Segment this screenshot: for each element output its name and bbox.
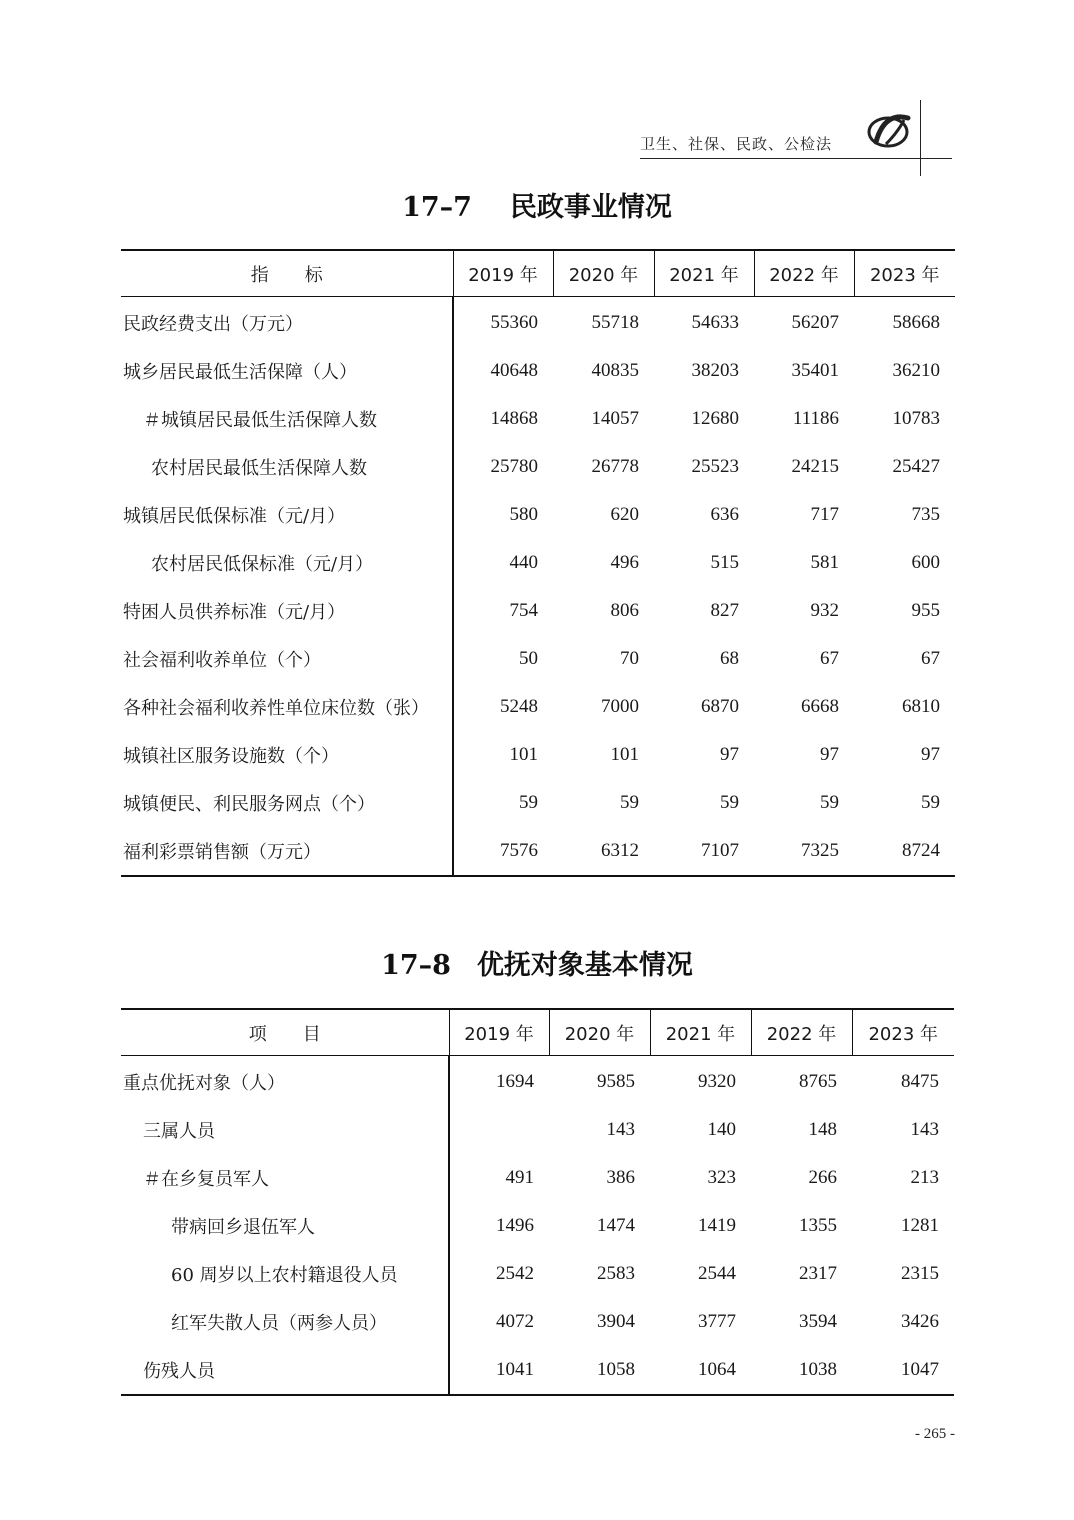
row-label: ＃城镇居民最低生活保障人数 [121,395,453,443]
value-cell: 58668 [892,312,940,333]
running-header-title: 卫生、社保、民政、公检法 [640,135,833,153]
value-cell: 40648 [490,360,538,381]
value-cell: 932 [810,600,839,621]
publisher-logo-icon [864,106,916,154]
table-row [121,1056,954,1107]
value-cell: 496 [610,552,639,573]
value-cell: 36210 [892,360,940,381]
value-cell: 6668 [801,696,839,717]
section-title-text: 优抚对象基本情况 [476,950,693,981]
value-cell: 10783 [892,408,940,429]
value-cell: 54633 [691,312,739,333]
value-cell: 7000 [601,696,639,717]
value-cell: 636 [710,504,739,525]
value-cell: 59 [620,792,639,813]
value-cell: 12680 [691,408,739,429]
value-cell: 1058 [597,1359,635,1380]
value-cell: 14057 [591,408,639,429]
row-label: 福利彩票销售额（万元） [121,827,453,876]
value-cell: 70 [620,648,639,669]
row-label: 伤残人员 [121,1346,449,1395]
table-row [121,1106,954,1154]
row-label: 城镇居民低保标准（元/月） [121,491,453,539]
value-cell: 6312 [601,840,639,861]
column-header: 2019 年 [453,250,553,297]
table-row [121,827,955,876]
section-title-17-7 [0,185,1074,224]
value-cell: 59 [519,792,538,813]
value-cell: 600 [911,552,940,573]
value-cell: 140 [707,1119,736,1140]
value-cell: 97 [720,744,739,765]
table-row [121,635,955,683]
value-cell: 1064 [698,1359,736,1380]
column-header: 2020 年 [549,1009,650,1056]
value-cell: 3904 [597,1311,635,1332]
value-cell: 717 [810,504,839,525]
table-row [121,587,955,635]
table-row [121,443,955,491]
value-cell: 1419 [698,1215,736,1236]
column-header: 2019 年 [449,1009,549,1056]
value-cell: 97 [820,744,839,765]
value-cell: 8724 [902,840,940,861]
value-cell: 1496 [496,1215,534,1236]
value-cell: 25523 [691,456,739,477]
value-cell: 14868 [490,408,538,429]
row-label: 农村居民低保标准（元/月） [121,539,453,587]
value-cell: 2315 [901,1263,939,1284]
value-cell: 754 [509,600,538,621]
value-cell: 6810 [902,696,940,717]
value-cell: 38203 [691,360,739,381]
value-cell: 9585 [597,1071,635,1092]
value-cell: 3777 [698,1311,736,1332]
value-cell: 55718 [591,312,639,333]
row-label: 60 周岁以上农村籍退役人员 [121,1250,449,1298]
value-cell: 323 [707,1167,736,1188]
table-row [121,779,955,827]
section-title-text: 民政事业情况 [509,192,672,223]
table-row [121,1298,954,1346]
column-header: 2022 年 [751,1009,852,1056]
value-cell: 3594 [799,1311,837,1332]
value-cell: 7325 [801,840,839,861]
value-cell: 25780 [490,456,538,477]
value-cell: 1281 [901,1215,939,1236]
value-cell: 35401 [791,360,839,381]
column-header: 2023 年 [854,250,955,297]
column-header: 指 标 [121,250,453,297]
value-cell: 5248 [500,696,538,717]
table-row [121,491,955,539]
row-label: 农村居民最低生活保障人数 [121,443,453,491]
value-cell: 4072 [496,1311,534,1332]
table-row [121,1154,954,1202]
value-cell: 8475 [901,1071,939,1092]
row-label: 社会福利收养单位（个） [121,635,453,683]
table-header-row [121,250,955,297]
value-cell: 2542 [496,1263,534,1284]
value-cell: 3426 [901,1311,939,1332]
value-cell: 40835 [591,360,639,381]
value-cell: 386 [606,1167,635,1188]
value-cell: 440 [509,552,538,573]
value-cell: 148 [808,1119,837,1140]
value-cell: 827 [710,600,739,621]
table-row [121,683,955,731]
section-number: 17–7 [402,192,472,223]
value-cell: 56207 [791,312,839,333]
section-title-17-8 [0,943,1074,982]
value-cell: 50 [519,648,538,669]
row-label: 城镇社区服务设施数（个） [121,731,453,779]
value-cell: 806 [610,600,639,621]
value-cell: 735 [911,504,940,525]
table-row [121,539,955,587]
value-cell: 581 [810,552,839,573]
value-cell: 7107 [701,840,739,861]
row-label: 特困人员供养标准（元/月） [121,587,453,635]
table-row [121,1346,954,1395]
column-header: 2021 年 [650,1009,751,1056]
column-header: 2020 年 [553,250,654,297]
page-number: - 265 - [915,1426,955,1442]
column-header: 2023 年 [852,1009,954,1056]
header-rule [640,158,952,159]
value-cell: 266 [808,1167,837,1188]
value-cell: 7576 [500,840,538,861]
value-cell: 2317 [799,1263,837,1284]
row-label: 重点优抚对象（人） [121,1056,449,1107]
header-vertical-rule [920,100,921,176]
value-cell: 59 [820,792,839,813]
row-label: 城镇便民、利民服务网点（个） [121,779,453,827]
value-cell: 1041 [496,1359,534,1380]
value-cell: 11186 [792,408,839,429]
row-label: ＃在乡复员军人 [121,1154,449,1202]
value-cell: 580 [509,504,538,525]
table-row [121,297,955,348]
row-label: 城乡居民最低生活保障（人） [121,347,453,395]
value-cell: 101 [509,744,538,765]
table-row [121,731,955,779]
value-cell: 67 [820,648,839,669]
value-cell [449,1106,549,1154]
value-cell: 1474 [597,1215,635,1236]
value-cell: 101 [610,744,639,765]
value-cell: 24215 [791,456,839,477]
value-cell: 620 [610,504,639,525]
section-number: 17–8 [381,950,451,981]
value-cell: 1038 [799,1359,837,1380]
special-care-table [121,1008,954,1396]
table-header-row [121,1009,954,1056]
table-row [121,1250,954,1298]
value-cell: 955 [911,600,940,621]
value-cell: 2544 [698,1263,736,1284]
value-cell: 2583 [597,1263,635,1284]
row-label: 民政经费支出（万元） [121,297,453,348]
value-cell: 515 [710,552,739,573]
value-cell: 6870 [701,696,739,717]
value-cell: 26778 [591,456,639,477]
row-label: 带病回乡退伍军人 [121,1202,449,1250]
value-cell: 59 [921,792,940,813]
row-label: 各种社会福利收养性单位床位数（张） [121,683,453,731]
value-cell: 9320 [698,1071,736,1092]
value-cell: 1047 [901,1359,939,1380]
table-row [121,395,955,443]
value-cell: 8765 [799,1071,837,1092]
value-cell: 55360 [490,312,538,333]
value-cell: 143 [606,1119,635,1140]
column-header: 项 目 [121,1009,449,1056]
column-header: 2022 年 [754,250,854,297]
row-label: 三属人员 [121,1106,449,1154]
value-cell: 1355 [799,1215,837,1236]
value-cell: 97 [921,744,940,765]
row-label: 红军失散人员（两参人员） [121,1298,449,1346]
value-cell: 67 [921,648,940,669]
value-cell: 1694 [496,1071,534,1092]
value-cell: 25427 [892,456,940,477]
value-cell: 491 [505,1167,534,1188]
value-cell: 68 [720,648,739,669]
civil-affairs-table [121,249,955,877]
column-header: 2021 年 [654,250,754,297]
value-cell: 59 [720,792,739,813]
value-cell: 143 [910,1119,939,1140]
table-row [121,347,955,395]
table-row [121,1202,954,1250]
value-cell: 213 [910,1167,939,1188]
